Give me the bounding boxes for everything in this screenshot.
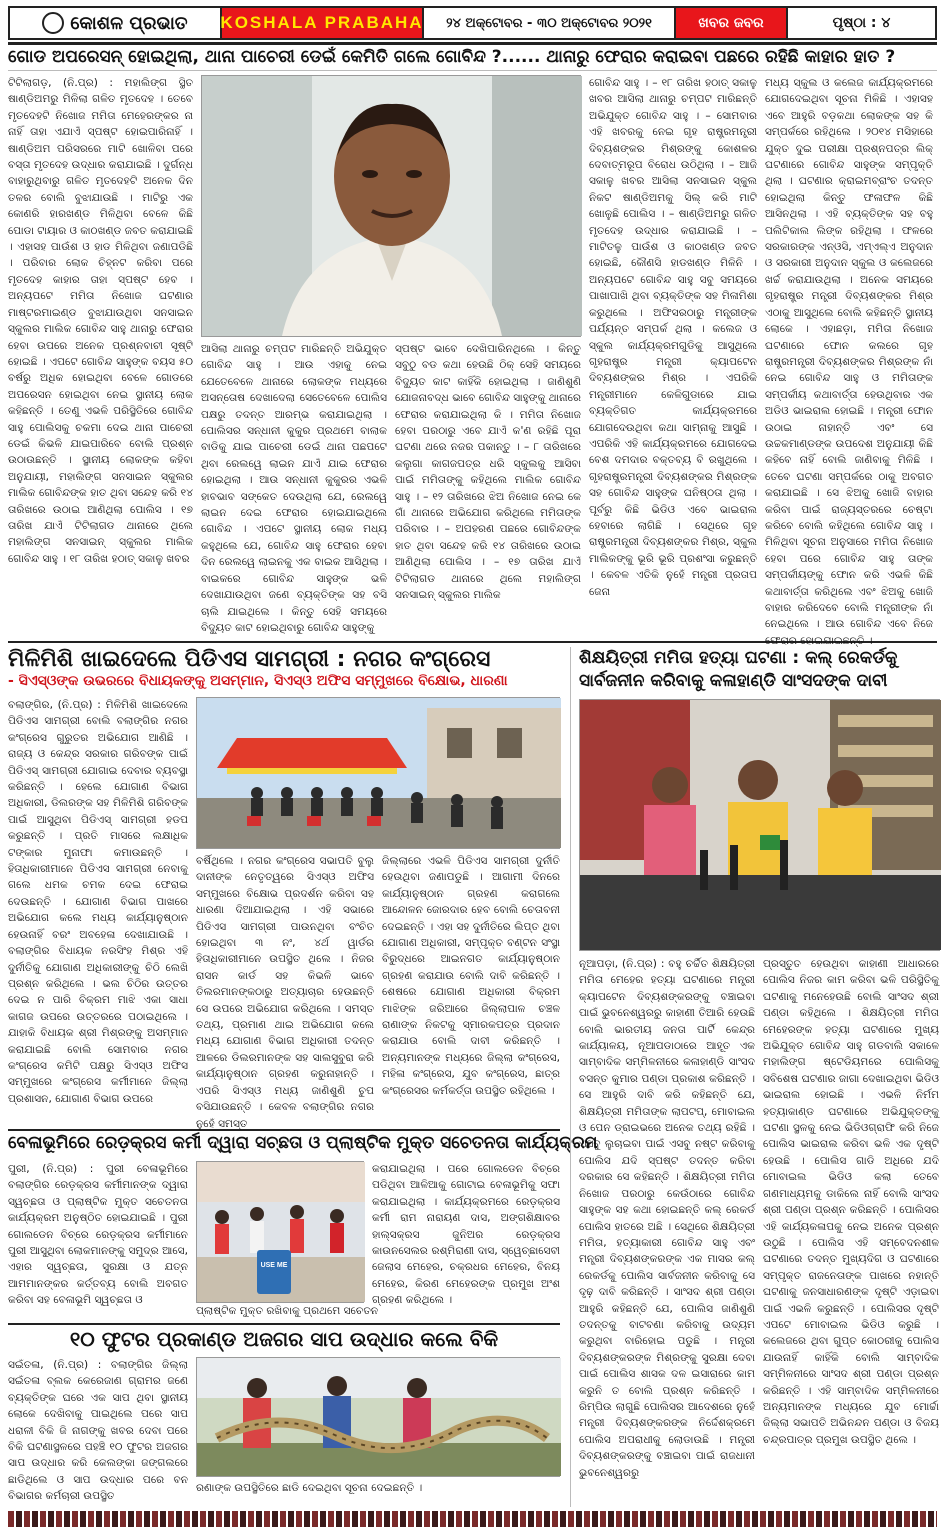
story4-beach-photo xyxy=(196,1161,364,1303)
story1-column-2: ଆସିଲା ଥାନାରୁ ଚମ୍ପଟ ମାରିଛନ୍ତି ଅଭିଯୁକ୍ତ ଗୋବିନ୍ଦ ସାହୁ । ଆଉ ଏହାକୁ ନେଇ ଯେତେବେଳେ ଥାନାରେ ଲୋକଙ୍କ ମଧ୍ୟରେ ଅସନ୍ତୋଷ ଦେଖାଦେଲା ସେତେବେଳେ ପୋଲିସ ପକ୍ଷରୁ ତଦନ୍ତ ଆରମ୍ଭ କରାଯାଇଥିଲା । ପୋଲିସର ସନ୍ଧାନୀ କୁକୁର ପ୍ରଥମେ ବାଲାକ ବାଡିକୁ ଯାଇ ପାଚେରୀ ଡେଇଁ ଥାନା ପଛପଟେ ଥିବା ରେଲୱେ ଲାଇନ ଯାଏଁ ଯାଇ ଫେରାର ହୋଇଥିଲା । ଆଉ ସନ୍ଧାନୀ କୁକୁରର ଏଭଳି ହାବଭାବ ସଙ୍କେତ ଦେଉଥିଲା ଯେ, ରେଲୱେ ଲାଇନ ଦେଇ ଫେରାର ହୋଇଯାଇଥିଲେ ଗୋବିନ୍ଦ । ଏପଟେ ସ୍ଥାନୀୟ ଲୋକ ମଧ୍ୟ କହୁଥିଲେ ଯେ, ଗୋବିନ୍ଦ ସାହୁ ଫେରାର ହେବା ଦିନ ରେଲୱେ ଲାଇନକୁ ଏକ ବାଇକ ଆସିଥିଲା । ବାଇକରେ ଗୋବିନ୍ଦ ସାହୁଙ୍କ ଭଳି ଦେଖାଯାଉଥିବା ଜଣେ ବ୍ୟକ୍ତିଙ୍କ ସହ ବସି ଚାଲି ଯାଇଥିଲେ । କିନ୍ତୁ ସେହି ସମୟରେ ବିଦ୍ୟୁତ କାଟ ହୋଇଥିବାରୁ ଗୋବିନ୍ଦ ସାହୁଙ୍କୁ xyxy=(201,343,387,634)
story3-column-1: ନୂଆପଡ଼ା, (ନି.ପ୍ର) : ବହୁ ଚର୍ଚ୍ଚିତ ଶିକ୍ଷୟିତ୍ରୀ ମମିତା ମେହେର ହତ୍ୟା ଘଟଣାରେ ମନ୍ତ୍ରୀ କ୍ୟାପଟେନ ଦିବ୍ୟଶଙ୍କରଙ୍କୁ ବଞ୍ଚାଇବା ପାଇଁ ଭୁବନେଶ୍ୱରରୁ କାହାଣୀ ତିଆରି ହେଉଛି ବୋଲି ଭାରତୀୟ ଜନତା ପାର୍ଟି କେନ୍ଦ୍ର କାର୍ଯ୍ୟାଳୟ, ନୂଆପଡାଠାରେ ଆହୂତ ଏକ ସାମ୍ବାଦିକ ସମ୍ମିଳନୀରେ କଳାହାଣ୍ଡି ସାଂସଦ ବସନ୍ତ କୁମାର ପଣ୍ଡା ପ୍ରକାଶ କରିଛନ୍ତି । ସେ ଆହୁରି ଦାବି କରି କହିଛନ୍ତି ଯେ, ଶିକ୍ଷୟିତ୍ରୀ ମମିତାଙ୍କ ଲାପଟପ୍, ମୋବାଇଲ ଓ ପେନ ଡ୍ରାଇଭରେ ଅନେକ ତଥ୍ୟ ରହିଛି । ଏସବୁ ଲୁଚାଇବା ପାଇଁ ଏସବୁ ନଷ୍ଟ କରିବାକୁ ପୋଲିସ ଯଦି ସ୍ପଷ୍ଟ ତଦନ୍ତ କରିବା ଦରକାର ସେ କହିଛନ୍ତି । ଶିକ୍ଷୟିତ୍ରୀ ମମିତା ନିଖୋଜ ପରଠାରୁ କେଉଁଠାରେ ଗୋବିନ୍ଦ ସାହୁଙ୍କ ସହ କଥା ହୋଇଛନ୍ତି କଲ୍ ରେକର୍ଡ ପୋଲିସ ହାତରେ ଅଛି । ସେଥିରେ ଶିକ୍ଷୟିତ୍ରୀ ମମିତା, ହତ୍ୟାକାରୀ ଗୋବିନ୍ଦ ସାହୁ ଏବଂ ମନ୍ତ୍ରୀ ଦିବ୍ୟଶଙ୍କରଙ୍କ ଏକ ମାସର କଲ୍ ରେକର୍ଡକୁ ପୋଲିସ ସାର୍ବଜନୀନ କରିବାକୁ ସେ ଦୃଢ଼ ଦାବି କରିଛନ୍ତି । ସାଂସଦ ଶ୍ରୀ ପଣ୍ଡା ଆହୁରି କହିଛନ୍ତି ଯେ, ପୋଲିସ ଜାଣିଶୁଣି ତଦନ୍ତକୁ ବାଟବଣା କରିବାକୁ ଉଦ୍ୟମ କରୁଥିବା ବାରିହୋଇ ପଡୁଛି । ମନ୍ତ୍ରୀ ଦିବ୍ୟଶଙ୍କରଙ୍କ ମିଶ୍ରଙ୍କୁ ସୁରକ୍ଷା ଦେବା ପାଇଁ ପୋଲିସ ଶାସକ ଦଳ ଇସାରାରେ କାମ କରୁନି ତ ବୋଲି ପ୍ରଶ୍ନ କରିଛନ୍ତି । ରିମ୍ପିଉ ଲାଗୁଛି ପୋଲିସର ଆଦେଶରେ ନୁହେଁ ମନ୍ତ୍ରୀ ଦିବ୍ୟଶଙ୍କରଙ୍କ ନିର୍ଦ୍ଦେଶକ୍ରମେ ପୋଲିସ ଅପରାଧୀକୁ ଲୋଡାଉଛି । ମନ୍ତ୍ରୀ ଦିବ୍ୟଶଙ୍କରଙ୍କୁ ବଞ୍ଚାଇବା ପାଇଁ ରାଜଧାନୀ ଭୁବନେଶ୍ୱରରୁ xyxy=(579,958,755,1479)
story5-column-2: ରଣାଙ୍କ ଉପସ୍ଥିତିରେ ଛାଡି ଦେଇଥିବା ସୂଚନା ଦେଇଛନ୍ତି । xyxy=(196,1482,423,1494)
story4-column-2: କରାଯାଇଥିଲା । ପରେ ଗୋଲଡେନ ବିଚ୍‌ରେ ପଡିଥିବା ଆଳିଆକୁ ଗୋଟାଇ ବେଳାଭୂମିକୁ ସଫା କରାଯାଇଥିଲା । କାର୍ଯ୍ୟକ୍ରମରେ ରେଡ଼କ୍ରସ କର୍ମୀ ରାମ ନାରାୟଣ ଦାସ, ଅଙ୍ଗଶିକ୍ଷାବର ହାଲ୍‌ସକ୍ରସ ଜୁନିଅର ରେଡ଼କ୍ରସ କାଉନସେଲର ରଶ୍ମିରାଣୀ ଦାସ, ସ୍ୱେଚ୍ଛାସେବୀ ଜେଲାସ ମେହେର, ଚକ୍ରଧର ମେହେର, ବିନୟ ମେହେର, କିରଣ ମେହେରଙ୍କ ପ୍ରମୁଖ ଅଂଶ ଗ୍ରହଣ କରିଥିଲେ । xyxy=(372,1163,560,1307)
story3-headline: ଶିକ୍ଷୟିତ୍ରୀ ମମିତା ହତ୍ୟା ଘଟଣା : କଲ୍ ରେକର୍ଡକୁ ସାର୍ବଜନୀନ କରିବାକୁ କଳାହାଣ୍ଡି ସାଂସଦଙ୍କ ଦାବୀ xyxy=(579,648,898,691)
story5-column-1: ସଇଁତଳା, (ନି.ପ୍ର) : ବଲାଙ୍ଗିର ଜିଲ୍ଲା ସଇଁତଳା ବ୍ଲକ କେରେଜାଣ ଗ୍ରାମର ଜଣେ ବ୍ୟକ୍ତିଙ୍କ ଘରେ ଏକ ସାପ ଥିବା ସ୍ଥାନୀୟ ଲୋକେ ଦେଖିବାକୁ ପାଇଥିଲେ ପରେ ସାପ ଧରାଳୀ ବିକି ଜି ନାଗଙ୍କୁ ଖବର ଦେବା ପରେ ବିକି ଘଟଣାସ୍ଥଳରେ ପହଞ୍ଚି ୧୦ ଫୁଟର ଅଜଗର ସାପ ଉଦ୍ଧାର କରି କେଲଙ୍କା ଜଙ୍ଗଲରେ ଛାଡିଥିଲେ ଓ ସାପ ଉଦ୍ଧାର ପରେ ବନ ବିଭାଗର କର୍ମଚାରୀ ଉପସ୍ଥିତ xyxy=(8,1359,188,1503)
story-pds-congress xyxy=(8,647,560,1130)
date-range: ୨୪ ଅକ୍ଟୋବର - ୩୦ ଅକ୍ଟୋବର ୨୦୨୧ xyxy=(424,8,676,38)
divider xyxy=(8,1129,560,1131)
story2-headline: ମିଳିମିଶି ଖାଇଦେଲେ ପିଡିଏସ ସାମଗ୍ରୀ : ନଗର କଂଗ୍ରେସ xyxy=(8,647,491,672)
story4-photo-caption: ପ୍ଲାଷ୍ଟିକ ମୁକ୍ତ ରଖିବାକୁ ପ୍ରଥମେ ସଚେତନ xyxy=(196,1305,379,1317)
masthead-rule xyxy=(8,42,937,45)
logo-emblem-icon xyxy=(42,12,64,34)
story-redcross-beach xyxy=(8,1133,598,1319)
press-conference-image xyxy=(580,700,941,950)
section-label: ଖବର ଜବର xyxy=(676,8,788,38)
story-govind-escape xyxy=(8,47,937,647)
story4-column-1: ପୁରୀ, (ନି.ପ୍ର) : ପୁରୀ ବେଳାଭୂମିରେ ବଲାଙ୍ଗିର ରେଡ଼କ୍ରସ କର୍ମୀମାନଙ୍କ ଦ୍ୱାରା ସ୍ୱଚ୍ଛତା ଓ ପ୍ଲାଷ୍ଟିକ ମୁକ୍ତ ସଚେତନତା କାର୍ଯ୍ୟକ୍ରମ ଅନୁଷ୍ଠିତ ହୋଇଯାଇଛି । ପୁରୀ ଗୋଲଡେନ ବିଚ୍‌ରେ ରେଡ଼କ୍ରସ କର୍ମୀମାନେ ପୁରୀ ଆସୁଥିବା ଲୋକମାନଙ୍କୁ ସମୁଦ୍ର ଆସେ, ଏହାର ସ୍ୱଚ୍ଛତା, ସୁରକ୍ଷା ଓ ଯତ୍ନ ଆମମାନଙ୍କର କର୍ତ୍ତବ୍ୟ ବୋଲି ଅବଗତ କରିବା ସହ ବେଳାଭୂମି ସ୍ୱଚ୍ଛତା ଓ xyxy=(8,1163,188,1307)
beach-cleanup-image xyxy=(197,1162,365,1302)
dustbin-label: USE ME xyxy=(260,1262,288,1269)
story1-column-4: ଗୋବିନ୍ଦ ସାହୁ । – ୧୮ ତାରିଖ ହଠାତ୍ ସକାଳୁ ଖବର ଆସିଲା ଥାନାରୁ ଚମ୍ପଟ ମାରିଛନ୍ତି ଅଭିଯୁକ୍ତ ଗୋବିନ୍ଦ ସାହୁ । – ସୋମବାର ଏହି ଖବରକୁ ନେଇ ଗୃହ ରାଷ୍ଟ୍ରମନ୍ତ୍ରୀ ଦିବ୍ୟଶଙ୍କର ମିଶ୍ରଙ୍କୁ କୋଶଳର ଦେବାତ୍ମରୂପ ବିରୋଧ ଉଠିଥିଲା । – ଆଜି ସକାଳୁ ଖବର ଆସିଲା ସନସାଇନ ସ୍କୁଲ ନିକଟ ଷାଣ୍ଡିଅମକୁ ସିଲ୍ କରି ମାଟି ଖୋଳୁଛି ପୋଲିସ । – ଷାଣ୍ଡିଅମରୁ ଗଳିତ ମୃତଦେହ ଉଦ୍ଧାର କରାଯାଇଛି । – ମାଟିତଳୁ ପାଉଁଶ ଓ କାଠଖଣ୍ଡ ଜବତ ହୋଇଛି, କୌଣସି ହାଡଖଣ୍ଡ ମିଳିନି । ଅନ୍ୟପଟେ ଗୋବିନ୍ଦ ସାହୁ ସବୁ ସମୟରେ ପାଖାପାଖି ଥିବା ବ୍ୟକ୍ତିଙ୍କ ସହ ମିଳାମିଶା କରୁଥିଲେ । ଅଫିସରଠାରୁ ମନ୍ତ୍ରୀଙ୍କ ପର୍ଯ୍ୟନ୍ତ ସମ୍ପର୍କ ଥିଲା । କଲେଜ ଓ ସ୍କୁଲ କାର୍ଯ୍ୟକ୍ରମଗୁଡିକୁ ଆସୁଥିଲେ ଗୃହରାଷ୍ଟ୍ର ମନ୍ତ୍ରୀ କ୍ୟାପଟେନ ଦିବ୍ୟଶଙ୍କର ମିଶ୍ର । ଏପରିକି ମନ୍ତ୍ରୀମାନେ କେଳିଗୁଡାରେ ଯାଇ ବ୍ୟକ୍ତିଗତ କାର୍ଯ୍ୟକ୍ରମରେ ଯୋଗଦେଉଥିବା କଥା ସାମ୍ନାକୁ ଆସୁଛି । ଏପରିକି ଏହି କାର୍ଯ୍ୟକ୍ରମରେ ଯୋଗଦେଇ ବେଶ ଦମଦାର ବକ୍ତବ୍ୟ ବି ରଖୁଥିଲେ । ଗୃହରାଷ୍ଟ୍ରମନ୍ତ୍ରୀ ଦିବ୍ୟଶଙ୍କର ମିଶ୍ରଙ୍କ ସହ ଗୋବିନ୍ଦ ସାହୁଙ୍କ ଘନିଷ୍ଠତା ଥିଲା । ପୂର୍ବରୁ କିଛି ଭିଡିଓ ଏବେ ଭାଇରାଲ ହେବାରେ ଲାଗିଛି । ସେଥିରେ ଗୃହ ରାଷ୍ଟ୍ରମନ୍ତ୍ରୀ ଦିବ୍ୟଶଙ୍କର ମିଶ୍ର, ସ୍କୁଲ ମାଲିକଙ୍କୁ ଭୂରି ଭୂରି ପ୍ରଶଂସା କରୁଛନ୍ତି । କେବଳ ଏତିକି ନୁହେଁ ମନ୍ତ୍ରୀ ପ୍ରତାପ ଜେନା xyxy=(589,77,757,598)
story1-column-5: ମଧ୍ୟ ସ୍କୁଲ ଓ କଲେଜ କାର୍ଯ୍ୟକ୍ରମରେ ଯୋଗଦେଇଥିବା ସୂଚନା ମିଳିଛି । ଏହାସହ ଏବେ ଆହୁରି ବଡ଼କଥା ଲୋକଙ୍କ ସହ କି ସମ୍ପର୍କରେ ରହିଥିଲେ । ୨୦୧୪ ମସିହାରେ ଯୁକ୍ତ ଦୁଇ ପରୀକ୍ଷା ପ୍ରଶ୍ନପତ୍ର ଲିକ୍ ଘଟଣାରେ ଗୋବିନ୍ଦ ସାହୁଙ୍କ ସମ୍ପୃକ୍ତି ଥିଲା । ଘଟଣାର କ୍ରାଇମବ୍ରାଂଚ ତଦନ୍ତ ହୋଇଥିଲା କିନ୍ତୁ ଫଳାଫଳ କିଛି ଆସିନଥିଲା । ଏହି ବ୍ୟକ୍ତିଙ୍କ ସହ ବହୁ ପଲିଟିକାଲ ଲିଙ୍କ ରହିଥିଲା । ଫଳରେ ସରକାରଙ୍କ ଏନ୍‌ଓସି, ଏମ୍‌ଏଲ୍‌ଏ ଅନୁଦାନ ଓ ସରକାରୀ ଅନୁଦାନ ସ୍କୁଲ ଓ କଲେଜରେ ଖର୍ଚ୍ଚ କରାଯାଉଥିଲା । ଅନେକ ସମୟରେ ଗୃହରାଷ୍ଟ୍ର ମନ୍ତ୍ରୀ ଦିବ୍ୟଶଙ୍କର ମିଶ୍ର ଏଠାକୁ ଆସୁଥିଲେ ବୋଲି କହିଛନ୍ତି ସ୍ଥାନୀୟ ଲୋକେ । ଏହାଛଡ଼ା, ମମିତା ନିଖୋଜ ଘଟଣାରେ ଫୋନ କଲରେ ଗୃହ ରାଷ୍ଟ୍ରମନ୍ତ୍ରୀ ଦିବ୍ୟଶଙ୍କର ମିଶ୍ରଙ୍କ ନାଁ ନେଇ ଗୋବିନ୍ଦ ସାହୁ ଓ ମମିତାଙ୍କ ସମ୍ପର୍କୀୟ କଥାବାର୍ତ୍ତା ହେଉଥିବାର ଏକ ଅଡିଓ ଭାଇରାଲ ହୋଇଛି । ମନ୍ତ୍ରୀ ଫୋନ ଉଠାଇ ନାହାନ୍ତି ଏବଂ ସେ ଉଚ୍ଚକମାଣ୍ଡଙ୍କ ଉପଦେଶ ଅନୁଯାୟୀ କିଛି କହିବେ ନାହିଁ ବୋଲି ଜାଣିବାକୁ ମିଳିଛି । ତେବେ ଘଟଣା ସମ୍ପର୍କରେ ଠାକୁ ଅବଗତ କରାଯାଇଛି । ସେ ଝିଅକୁ ଖୋଜି ବାହାର କରିବା ପାଇଁ ରାଜ୍ୟସ୍ତରରେ ଚେଷ୍ଟା କରିବେ ବୋଲି କହିଥିଲେ ଗୋବିନ୍ଦ ସାହୁ । ମିଳିଥିବା ସୂଚନା ଅନୁସାରେ ମମିତା ନିଖୋଜ ହେବା ପରେ ଗୋବିନ୍ଦ ସାହୁ ତାଙ୍କ ସମ୍ପର୍କୀୟଙ୍କୁ ଫୋନ କରି ଏଭଳି କିଛି କଥାବାର୍ତ୍ତା କରିଥିଲେ ଏବଂ ଝିଅକୁ ଖୋଜି ବାହାର କରିଦେବେ ବୋଲି ମନ୍ତ୍ରୀଙ୍କ ନାଁ ନେଇଥିଲେ । ଆଉ ଗୋବିନ୍ଦ ଏବେ ନିଜେ ଫେରାର ହୋଇଯାଇଛନ୍ତି । xyxy=(765,77,933,647)
masthead xyxy=(8,6,937,40)
logo-text: କୋଶଳ ପ୍ରଭାତ xyxy=(70,12,188,34)
footer-border-pattern xyxy=(8,1511,937,1527)
story1-portrait-photo xyxy=(201,75,581,337)
story2-protest-photo xyxy=(196,697,560,849)
story3-press-meet-photo xyxy=(579,699,940,951)
protest-gathering-image xyxy=(197,698,561,848)
portrait-man-image xyxy=(202,76,582,336)
story2-column-1: ବଲାଙ୍ଗିର, (ନି.ପ୍ର) : ମିଳିମିଶି ଖାଇଦେଲେ ପିଡିଏସ ସାମଗ୍ରୀ ବୋଲି ବଲାଙ୍ଗିର ନଗର କଂଗ୍ରେସ ଗୁରୁତର ଅଭିଯୋଗ ଆଣିଛି । ରାଜ୍ୟ ଓ କେନ୍ଦ୍ର ସରକାର ଗରିବଙ୍କ ପାଇଁ ପିଡିଏସ୍ ସାମଗ୍ରୀ ଯୋଗାଇ ଦେବାର ବ୍ୟବସ୍ଥା କରିଛନ୍ତି । ହେଲେ ଯୋଗାଣ ବିଭାଗ ଅଧିକାରୀ, ଡିଲରଙ୍କ ସହ ମିଳିମିଶି ଗରିବଙ୍କ ପାଇଁ ଆସୁଥିବା ପିଡିଏସ୍ ସାମଗ୍ରୀ ହଡପ କରୁଛନ୍ତି । ପ୍ରତି ମାସରେ ଲକ୍ଷାଧିକ ଟଙ୍କାର ମୁନାଫା କମାଉଛନ୍ତି । ହିତାଧିକାରୀମାନେ ପିଡିଏସ ସାମଗ୍ରୀ ନେବାକୁ ଗଲେ ଧମକ ଚମକ ଦେଇ ଫେରାଇ ଦେଉଛନ୍ତି । ଯୋଗାଣ ବିଭାଗ ପାଖରେ ଅଭିଯୋଗ କଲେ ମଧ୍ୟ କାର୍ଯ୍ୟାନୁଷ୍ଠାନ ହେଉନାହିଁ ବରଂ ଅବହେଳା ଦେଖାଯାଉଛି । ବଲାଙ୍ଗିର ବିଧାୟକ ନରସିଂହ ମିଶ୍ର ଏହି ଦୁର୍ନୀତିକୁ ଯୋଗାଣ ଅଧିକାରୀଙ୍କୁ ଚିଠି ଲେଖି ପ୍ରଶ୍ନ କରିଥିଲେ । ଭଲ ଚିଠିର ଉତ୍ତର ଦେଇ ନ ପାରି ବିକ୍ରମ ମାଝି ଏକା ସାଧା କାଗଜ ଉପରେ ଉତ୍ତରରେ ପଠାଇଥିଲେ । ଯାହାକି ବିଧାୟକ ଶ୍ରୀ ମିଶ୍ରଙ୍କୁ ଅସମ୍ମାନ କରାଯାଇଛି ବୋଲି ସୋମବାର ନଗର କଂଗ୍ରେସ କମିଟି ପକ୍ଷରୁ ସିଏସ୍‌ଓ ଅଫିସ ସମ୍ମୁଖରେ କଂଗ୍ରେସ କର୍ମୀମାନେ ଜିଲ୍ଲା ପ୍ରଶାସନ, ଯୋଗାଣ ବିଭାଗ ଉପରେ xyxy=(8,699,188,1105)
story2-column-2: ବର୍ଷିଥିଲେ । ନଗର କଂଗ୍ରେସ ସଭାପତି ବୁଲୁ ଦାନୀଙ୍କ ନେତୃତ୍ୱରେ ସିଏସ୍‌ଓ ଅଫିସ ସମ୍ମୁଖରେ ବିକ୍ଷୋଭ ପ୍ରଦର୍ଶନ କରିବା ସହ ଧାରଣା ଦିଆଯାଇଥିଲା । ଏହି ସଭାରେ ପିଡିଏସ ସାମଗ୍ରୀ ପାଉନଥିବା ବଂଚିତ ହୋଇଥିବା ୩ ନଂ, ୪ର୍ଥ ୱାର୍ଡର ହିତାଧିକାରୀମାନେ ଉପସ୍ଥିତ ଥିଲେ । ନିଜର ରାସନ କାର୍ଡ ସହ କିଭଳି ଭାବେ ତିଲରମାନଙ୍କଠାରୁ ଅତ୍ୟାଚାର ହେଉଛନ୍ତି ସେ ଉପରେ ଅଭିଯୋଗ କରିଥିଲେ । ସମସ୍ତ ତଥ୍ୟ, ପ୍ରମାଣ ଥାଇ ଅଭିଯୋଗ କଲେ ମଧ୍ୟ ଯୋଗାଣ ବିଭାଗ ଅଧିକାରୀ ତଦନ୍ତ ଆଳରେ ଡିଲରମାନଙ୍କ ସହ ସାଲସୁବୁରା କରି କାର୍ଯ୍ୟାନୁଷ୍ଠାନ ଗ୍ରହଣ କରୁନାହାନ୍ତି । ଏପରି ସିଏସ୍‌ଓ ମଧ୍ୟ ଜାଣିଶୁଣି ଚୁପ ବସିଯାଉଛନ୍ତି । କେବଳ ବଲାଙ୍ଗିର ନଗର ନୁହେଁ ସମସ୍ତ xyxy=(196,855,374,1130)
python-rescue-image xyxy=(197,1358,561,1476)
masthead-logo xyxy=(10,8,222,38)
story4-headline: ବେଳାଭୂମିରେ ରେଡ଼କ୍ରସ କର୍ମୀ ଦ୍ୱାରା ସଚ୍ଛତା ଓ ପ୍ଲାଷ୍ଟିକ ମୁକ୍ତ ସଚେତନତା କାର୍ଯ୍ୟକ୍ରମ xyxy=(8,1133,598,1153)
story5-headline: ୧୦ ଫୁଟର ପ୍ରକାଣ୍ଡ ଅଜଗର ସାପ ଉଦ୍ଧାର କଲେ ବିକି xyxy=(69,1327,499,1351)
story3-column-2: ପ୍ରସ୍ତୁତ ହେଉଥିବା କାହାଣୀ ଆଧାରରେ ପୋଲିସ ନିଜର କାମ କରିବା ଭଳି ପରିସ୍ଥିତିକୁ ଘଟଣାକୁ ମନେହେଉଛି ବୋଲି ସାଂସଦ ଶ୍ରୀ ପଣ୍ଡା କହିଥିଲେ । ଶିକ୍ଷୟିତ୍ରୀ ମମିତା ମେହେରଙ୍କ ହତ୍ୟା ଘଟଣାରେ ମୁଖ୍ୟ ଅଭିଯୁକ୍ତ ଗୋବିନ୍ଦ ସାହୁ ଗଡବାଲି ସକାଳେ ମହାଲିଙ୍ଗ ଷ୍ଟେଡିୟମରେ ପୋଲିସକୁ ସବିଶେଷ ଘଟଣାର ଜାଗା ଦେଖାଇଥିବା ଭିଡିଓ ଭାଇରାଲ ହୋଇଛି । ଏଭଳି ନିର୍ମମ ହତ୍ୟାକାଣ୍ଡ ଘଟଣାରେ ଅଭିଯୁକ୍ତଙ୍କୁ ଘଟଣା ସ୍ଥଳକୁ ନେଇ ଭିଡିଓଗ୍ରାଫି କରି ନିଜେ ପୋଲିସ ଭାଇରାଲ କରିବା ଭଳି ଏକ ଦୃଷ୍ଟି ହେଉଛି । ପୋଲିସ ଗାଡି ଅଧିରେ ଯଦି ମୋବାଇଲ ଭିଡିଓ କଲା ତେବେ ଗଣମାଧ୍ୟମକୁ ଡାକିଲେ ନାହିଁ ବୋଲି ସାଂସଦ ଶ୍ରୀ ପଣ୍ଡା ପ୍ରଶ୍ନ କରିଛନ୍ତି । ପୋଲିସର ଏହି କାର୍ଯ୍ୟକଳାପକୁ ନେଇ ଅନେକ ପ୍ରଶ୍ନ ଉଠୁଛି । ପୋଲିସ ଏହି ସମ୍ବେଦନଶୀଳ ଘଟଣାରେ ତଦନ୍ତ ମୁଖ୍ୟଦିଗ ଓ ଘଟଣାରେ ସମ୍ପୃକ୍ତ ରାଜନେତାଙ୍କ ପାଖରେ ନହାନ୍ତି ଘଟଣାକୁ ଜନସାଧାରଣଙ୍କ ଦୃଷ୍ଟି ଏଡ଼ାଇବା ପାଇଁ ଏଭଳି କରୁଛନ୍ତି । ପୋଲିସର ଦୃଷ୍ଟି ଏପଟେ ମୋବାଇଲ ଭିଡିଓ କରୁଛି । କଲେଜରେ ଥିବା ଗୁପ୍ତ କୋଠରୀକୁ ପୋଲିସ ଯାଉନାହିଁ କାହିଁକି ବୋଲି ସାମ୍ବାଦିକ ସମ୍ମିଳନୀରେ ସାଂସଦ ଶ୍ରୀ ପଣ୍ଡା ପ୍ରଶ୍ନ କରିଛନ୍ତି । ଏହି ସାମ୍ବାଦିକ ସମ୍ମିଳନୀରେ ଅନ୍ୟମାନଙ୍କ ମଧ୍ୟରେ ଯୁବ ମୋର୍ଚ୍ଚା ଜିଲ୍ଲା ସଭାପତି ଅଭିନନ୍ଦନ ପଣ୍ଡା ଓ ବିଜୟ ଚନ୍ଦ୍ରପାତ୍ର ପ୍ରମୁଖ ଉପସ୍ଥିତ ଥିଲେ । xyxy=(763,958,939,1446)
divider xyxy=(8,1323,560,1325)
story-mamita-call-record xyxy=(570,647,940,1507)
story1-headline: ଗୋଡ ଅପରେସନ୍ ହୋଇଥିଲା, ଥାନା ପାଚେରୀ ଡେଇଁ କେମିତି ଗଲେ ଗୋବିନ୍ଦ ?...... ଥାନାରୁ ଫେରାର କରାଇବା ପଛରେ ରହିଛି କାହାର ହାତ ? xyxy=(8,48,937,71)
english-title: KOSHALA PRABAHA xyxy=(222,8,424,38)
story1-column-1: ଟିଟିଲାଗଡ଼, (ନି.ପ୍ର) : ମହାଲିଙ୍ଗ ସ୍ଥିତ ଷାଣ୍ଡିଅମରୁ ମିଳିଲା ଗଳିତ ମୃତଦେହ । ତେବେ ମୃତଦେହଟି ନିଖୋଜ ମମିତା ମେହେରଙ୍କର ନା ନାହିଁ ତାହା ଏଯାଏଁ ସ୍ପଷ୍ଟ ହୋଇପାରିନାହିଁ । ଷାଣ୍ଡିଅମ ପରିସରରେ ମାଟି ଖୋଳିବା ପରେ ବସ୍ତା ମୃତଦେହ ଉଦ୍ଧାର କରାଯାଇଛି । ଦୁର୍ଗନ୍ଧ ବାହାରୁଥିବାରୁ ଗଳିତ ମୃତଦେହଟି ଅନେକ ଦିନ ତଳର ବୋଲି ବୁଝାଯାଉଛି । ମାଟିରୁ ଏକ କୋଣରି ହାରଖଣ୍ଡ ମିଳିଥିବା ବେଳେ କିଛି ପୋଡା ଟାୟାର ଓ କାଠଖଣ୍ଡ ଜବତ କରାଯାଇଛି । ଏହାସହ ପାଉଁଶ ଓ ହାଡ ମିଳିଥିବା ଜଣାପଡିଛି । ପରିବାର ଲୋକ ଚିହ୍ନଟ କରିବା ପରେ ମୃତଦେହ କାହାର ତାହା ସ୍ପଷ୍ଟ ହେବ । ଅନ୍ୟପଟେ ମମିତା ନିଖୋଜ ଘଟଣାର ମାଷ୍ଟରମାଇଣ୍ଡ ବୁଝାଯାଉଥିବା ସନସାଇନ ସ୍କୁଲର ମାଲିକ ଗୋବିନ୍ଦ ସାହୁ ଥାନାରୁ ଫେରାର ହେବା ଉପରେ ଅନେକ ପ୍ରଶ୍ନବାଚୀ ସୃଷ୍ଟି ହୋଇଛି । ଏପଟେ ଗୋବିନ୍ଦ ସାହୁଙ୍କ ବୟସ ୫୦ ବର୍ଷରୁ ଅଧିକ ହୋଇଥିବା ବେଳେ ଗୋଡରେ ଅପରେସନ ହୋଇଥିବା ନେଇ ସ୍ଥାନୀୟ ଲୋକ କହିଛନ୍ତି । ତେଣୁ ଏଭଳି ପରିସ୍ଥିତିରେ ଗୋବିନ୍ଦ ସାହୁ ପୋଲିସକୁ ଚକମା ଦେଇ ଥାନା ପାଚେରୀ ଡେଇଁ କିଭଳି ଯାଇପାରିବେ ବୋଲି ପ୍ରଶ୍ନ ଉଠାଉଛନ୍ତି । ସ୍ଥାନୀୟ ଲୋକଙ୍କ କହିବା ଅନୁଯାୟୀ, ମହାଲିଙ୍ଗ ସନସାଇନ ସ୍କୁଲର ମାଲିକ ଗୋବିନ୍ଦଙ୍କ ହାତ ଥିବା ସନ୍ଦେହ କରି ୧୪ ତାରିଖରେ ଉଠାଇ ଆଣିଥିଲା ପୋଲିସ । ୧୭ ତାରିଖ ଯାଏଁ ଟିଟିଲାଗଡ ଥାନାରେ ଥିଲେ ମହାଲିଙ୍ଗ ସନସାଇନ୍ ସ୍କୁଲର ମାଲିକ ଗୋବିନ୍ଦ ସାହୁ । ୧୮ ତାରିଖ ହଠାତ୍ ସକାଳୁ ଖବର xyxy=(8,77,193,565)
story5-python-photo xyxy=(196,1357,560,1477)
story2-column-3: ଜିଲ୍ଲାରେ ଏଭଳି ପିଡିଏସ ସାମଗ୍ରୀ ଦୁର୍ନୀତି ହେଉଥିବା ଜଣାପଡୁଛି । ଆଗାମୀ ଦିନରେ କାର୍ଯ୍ୟାନୁଷ୍ଠାନ ଗ୍ରହଣ କରାଗଲେ ଆନ୍ଦୋଳନ ଜୋରଦାର ହେବ ବୋଲି ଚେତାବନୀ ଦେଇଛନ୍ତି । ଏହା ସହ ଦୁର୍ନୀତିରେ ଲିପ୍ତ ଥିବା ଯୋଗାଣ ଅଧିକାରୀ, ସମ୍ପୃକ୍ତ ବଣ୍ଟନ ସଂସ୍ଥା ବିରୁଦ୍ଧରେ ଆଇନଗତ କାର୍ଯ୍ୟାନୁଷ୍ଠାନ ଗ୍ରହଣ କରାଯାଉ ବୋଲି ଦାବି କରିଛନ୍ତି । ଶେଷରେ ଯୋଗାଣ ଅଧିକାରୀ ବିକ୍ରମ ମାଝିଙ୍କ ଜରିଆରେ ଜିଲ୍ଲାପାଳ ଚଞ୍ଚଳ ରାଣାଙ୍କ ନିକଟକୁ ସ୍ମାରକପତ୍ର ପ୍ରଦାନ କରାଯାଉ ବୋଲି ଦାବୀ କରିଛନ୍ତି । ଅନ୍ୟମାନଙ୍କ ମଧ୍ୟରେ ଜିଲ୍ଲା କଂଗ୍ରେସ, ମହିଳା କଂଗ୍ରେସ, ଯୁବ କଂଗ୍ରେସ, ଛାତ୍ର କଂଗ୍ରେସର କର୍ମକର୍ତ୍ତା ଉପସ୍ଥିତ ରହିଥିଲେ । xyxy=(382,855,560,1097)
story2-subhead: - ସିଏସ୍‌ଓଙ୍କ ଉଭରରେ ବିଧାୟକଙ୍କୁ ଅସମ୍ମାନ, ସିଏସ୍‌ଓ ଅଫିସ ସମ୍ମୁଖରେ ବିକ୍ଷୋଭ, ଧାରଣା xyxy=(8,673,508,689)
page-number: ପୃଷ୍ଠା : ୪ xyxy=(832,15,891,31)
story-python-rescue xyxy=(8,1328,560,1507)
story1-column-3: ସ୍ପଷ୍ଟ ଭାବେ ଦେଖିପାରିନଥିଲେ । କିନ୍ତୁ ସବୁଠୁ ବଡ କଥା ହେଉଛି ଠିକ୍ ସେହି ସମୟରେ ବିଦ୍ୟୁତ କାଟ କାହିଁକି ହୋଇଥିଲା । ଜାଣିଶୁଣି ଯୋଜନାବଦ୍ଧ ଭାବେ ଗୋବିନ୍ଦ ସାହୁଙ୍କୁ ଥାନାରେ ଫେରାର କରାଯାଇଥିଲା କି । ମମିତା ନିଖୋଜ ହେବା ପରଠାରୁ ଏବେ ଯାଏଁ କ'ଣ ରହିଛି ପୂରା ଘଟଣା ଥରେ ନଜର ପକାନ୍ତୁ । – ୮ ତାରିଖରେ କଲୁଗା କାଗଜପତ୍ର ଧରି ସ୍କୁଲକୁ ଆସିବା ପାଇଁ ମମିତାଙ୍କୁ କହିଥିଲେ ମାଲିକ ଗୋବିନ୍ଦ ସାହୁ । – ୧୨ ତାରିଖରେ ଝିଅ ନିଖୋଜ ନେଇ କେ ଗାଁ ଥାନାରେ ଅଭିଯୋଗ କରିଥିଲେ ମମିତାଙ୍କ ପରିବାର । – ଅପହରଣ ପଛରେ ଗୋବିନ୍ଦଙ୍କ ହାତ ଥିବା ସନ୍ଦେହ କରି ୧୪ ତାରିଖରେ ଉଠାଇ ଆଣିଥିଲା ପୋଲିସ । – ୧୭ ତାରିଖ ଯାଏଁ ଟିଟିଲାଗଡ ଥାନାରେ ଥିଲେ ମହାଲିଙ୍ଗ ସନସାଇନ୍ ସ୍କୁଲର ମାଲିକ xyxy=(395,343,581,602)
